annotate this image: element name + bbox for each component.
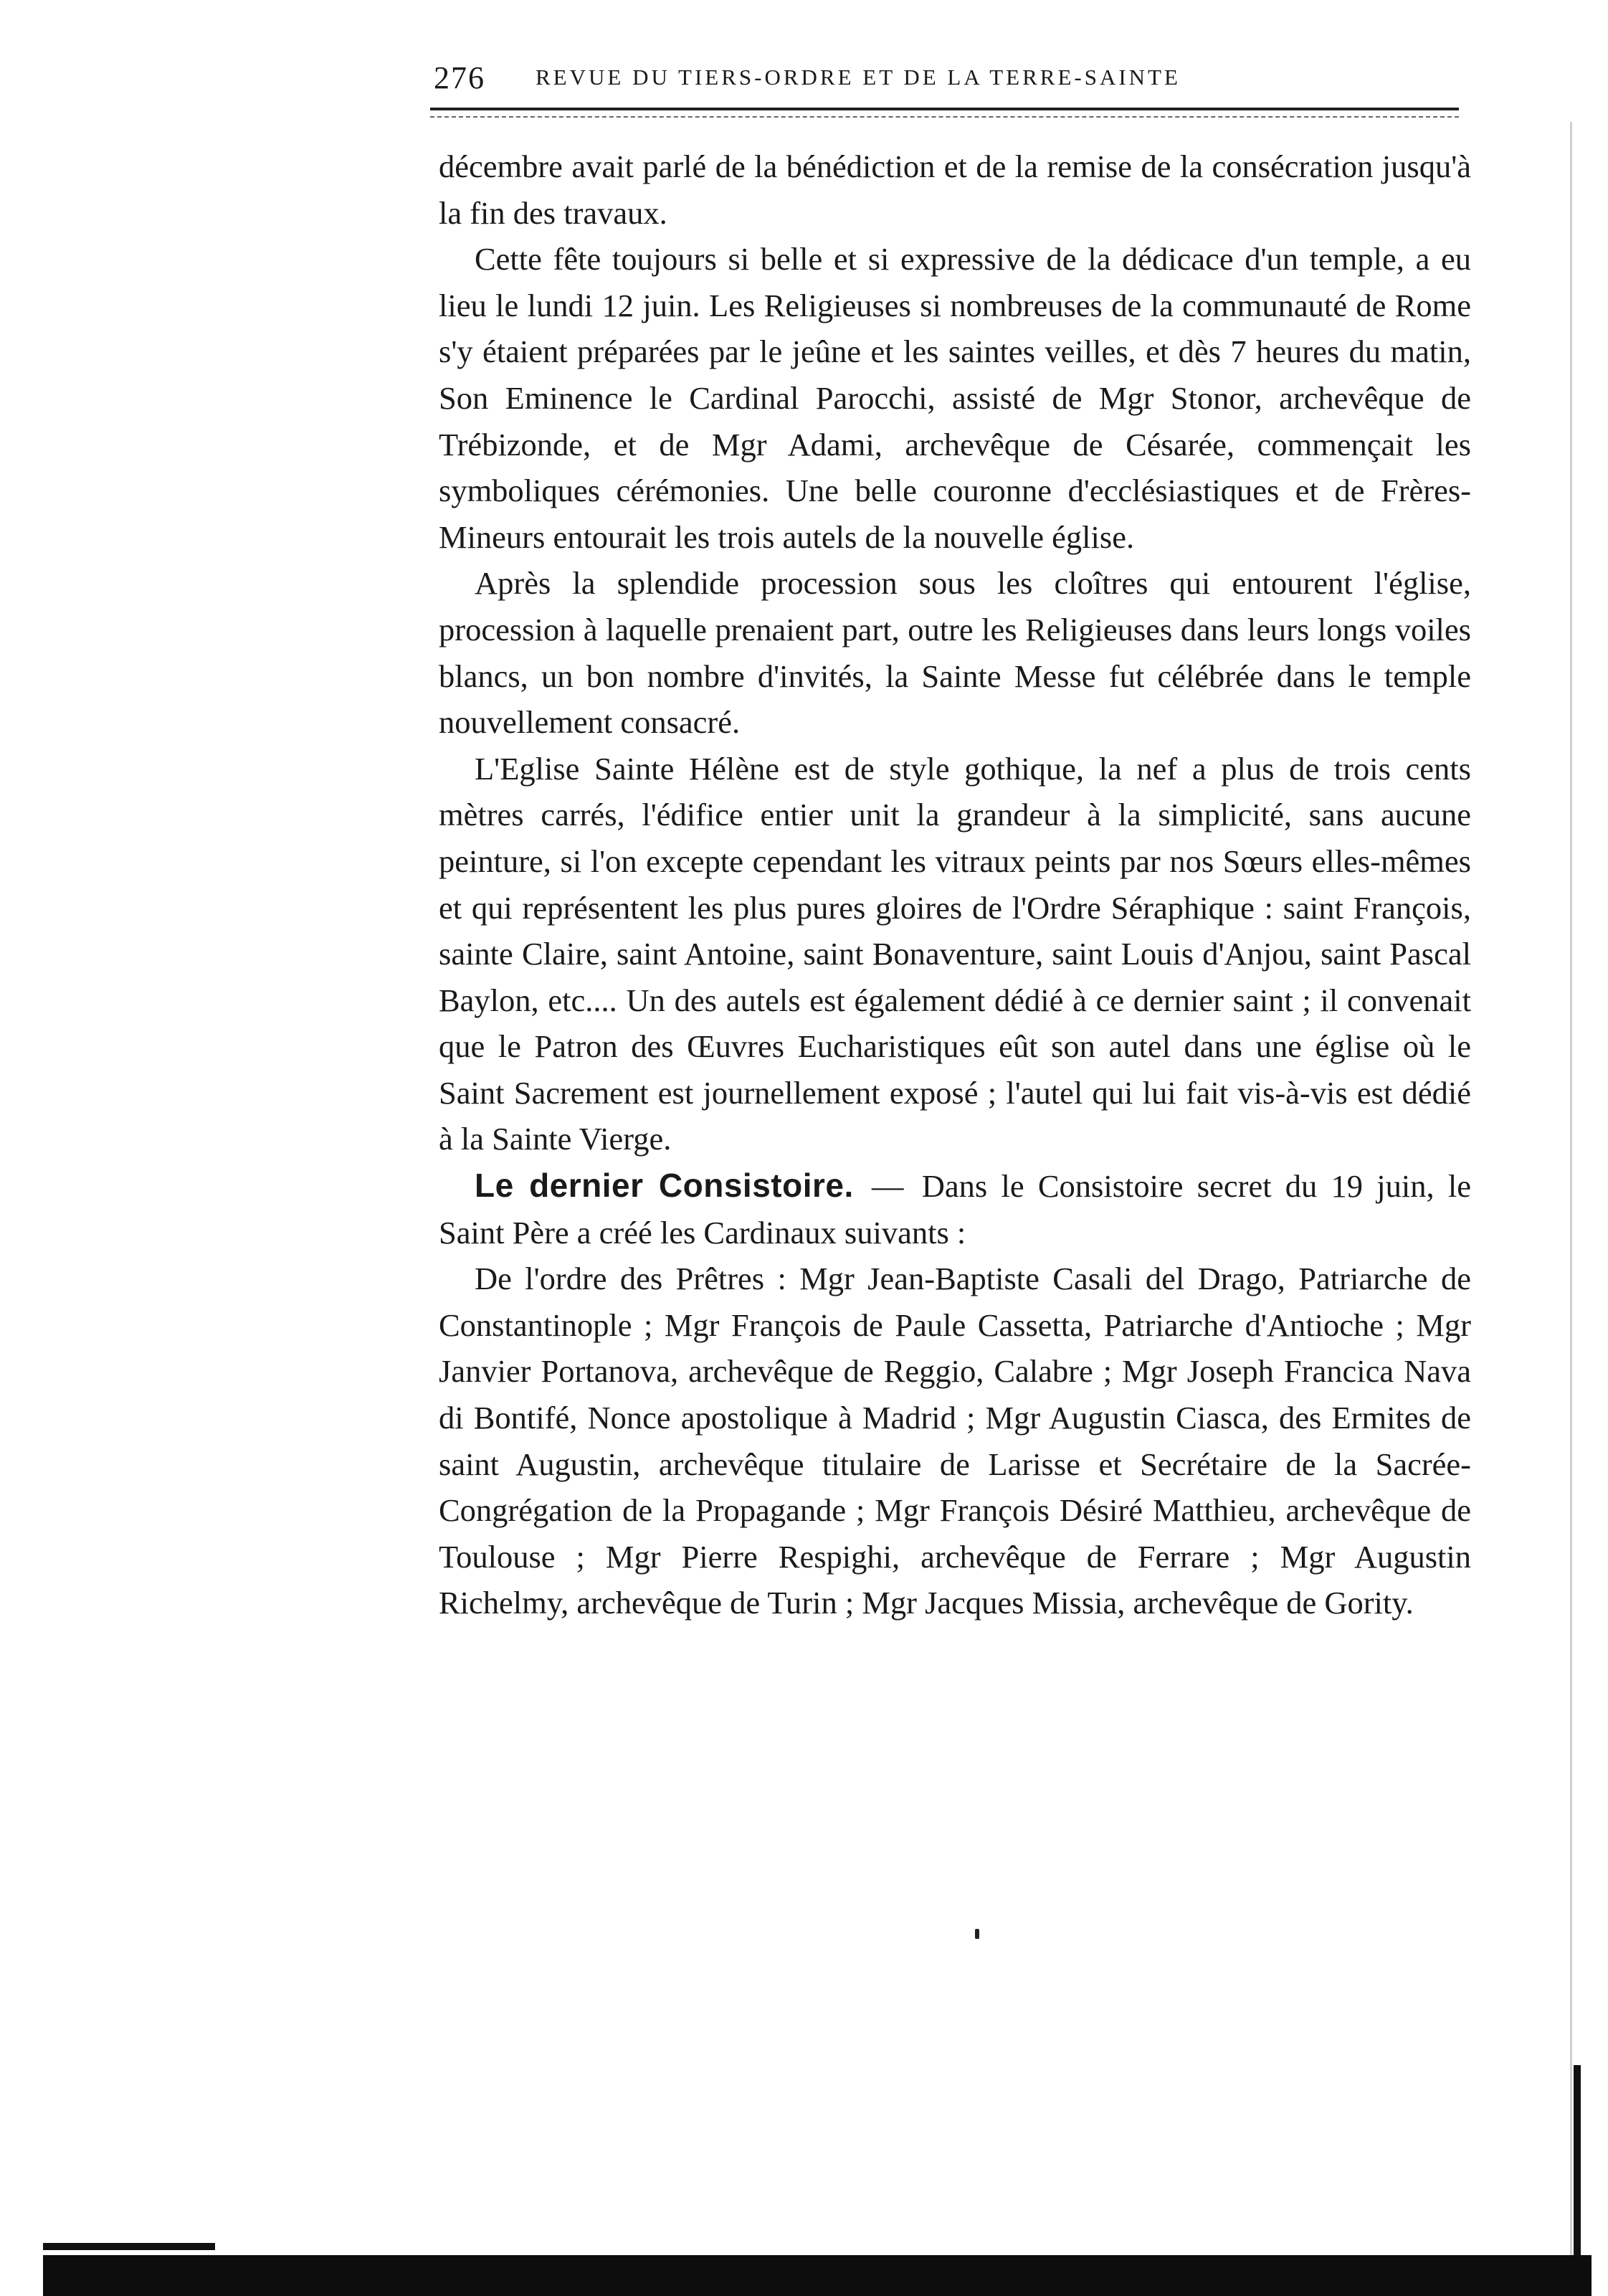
ink-speck — [975, 1929, 979, 1939]
page-number: 276 — [434, 60, 485, 95]
paragraph-consistory — [439, 1162, 1471, 1256]
scan-edge-tick — [43, 2243, 215, 2250]
consistory-intro: Dans le Consistoire secret du 19 juin, le Saint Père a créé les Cardinaux suivants : — [439, 1168, 1472, 1251]
running-title: REVUE DU TIERS-ORDRE ET DE LA TERRE-SAINTE — [536, 65, 1181, 90]
section-title: Le dernier Consistoire. — [475, 1167, 854, 1205]
page-edge-dark — [1574, 2065, 1581, 2259]
body-text — [439, 143, 1471, 1626]
running-head — [434, 56, 1445, 99]
paragraph-cardinals-list: De l'ordre des Prêtres : Mgr Jean-Baptiste Casali del Drago, Patriarche de Constantinople ; Mgr François de Paule Cassetta, Patriarche d'Antioche ; Mgr Janvier Portanova, archevêque de Reggio, Calabre ; Mgr Joseph Francica Nava di Bontifé, Nonce apostolique à Madrid ; Mgr Augustin Ciasca, des Ermites de saint Augustin, archevêque titulaire de Larisse et Secrétaire de la Sacrée-Congrégation de la Propagande ; Mgr François Désiré Matthieu, archevêque de Toulouse ; Mgr Pierre Respighi, archevêque de Ferrare ; Mgr Augustin Richelmy, archevêque de Turin ; Mgr Jacques Missia, archevêque de Gority. — [439, 1261, 1471, 1621]
scan-bottom-border — [43, 2255, 1592, 2296]
header-rule-secondary — [430, 116, 1459, 118]
paragraph-dedication: Cette fête toujours si belle et si expressive de la dédicace d'un temple, a eu lieu le lundi 12 juin. Les Religieuses si nombreuses de la communauté de Rome s'y étaient préparées par le jeûne et les saintes veilles, et dès 7 heures du matin, Son Eminence le Cardinal Parocchi, assisté de Mgr Stonor, archevêque de Trébizonde, et de Mgr Adami, archevêque de Césarée, commençait les symboliques cérémonies. Une belle couronne d'ecclésiastiques et de Frères-Mineurs entourait les trois autels de la nouvelle église. — [439, 241, 1471, 555]
page-edge-shadow — [1570, 122, 1572, 2259]
paragraph-continuation: décembre avait parlé de la bénédiction et de la remise de la consécration jusqu'à la fin des travaux. — [439, 148, 1471, 231]
paragraph-church-description: L'Eglise Sainte Hélène est de style gothique, la nef a plus de trois cents mètres carrés, l'édifice entier unit la grandeur à la simplicité, sans aucune peinture, si l'on excepte cependant les vitraux peints par nos Sœurs elles-mêmes et qui représentent les plus pures gloires de l'Ordre Séraphique : saint François, sainte Claire, saint Antoine, saint Bonaventure, saint Louis d'Anjou, saint Pascal Baylon, etc.... Un des autels est également dédié à ce dernier saint ; il convenait que le Patron des Œuvres Eucharistiques eût son autel dans une église où le Saint Sacrement est journellement exposé ; l'autel qui lui fait vis-à-vis est dédié à la Sainte Vierge. — [439, 750, 1471, 1157]
em-dash: — — [872, 1168, 904, 1205]
header-rule — [430, 108, 1459, 110]
paragraph-procession: Après la splendide procession sous les cloîtres qui entourent l'église, procession à laquelle prenaient part, outre les Religieuses dans leurs longs voiles blancs, un bon nombre d'invités, la Sainte Messe fut célébrée dans le temple nouvellement consacré. — [439, 565, 1471, 741]
